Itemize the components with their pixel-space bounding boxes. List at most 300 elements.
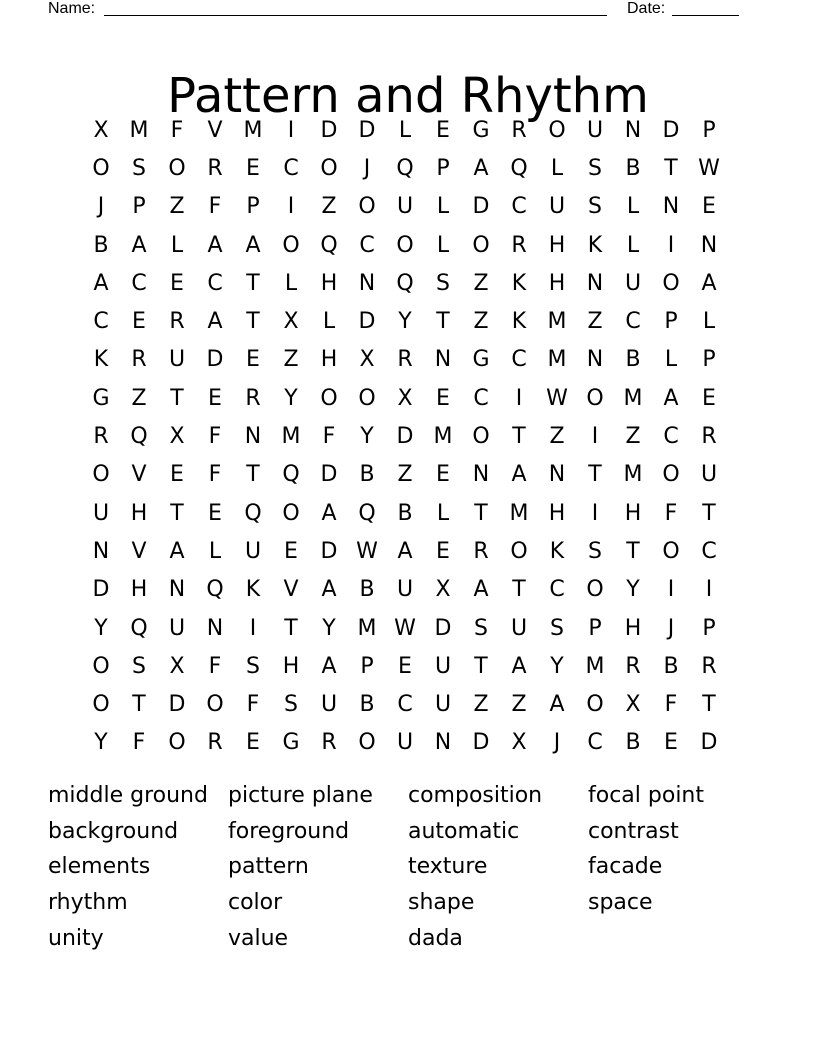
grid-letter: B [625, 155, 641, 181]
grid-letter: E [284, 538, 298, 564]
grid-letter: C [283, 155, 299, 181]
grid-letter: C [511, 194, 527, 220]
grid-letter: P [360, 653, 374, 679]
grid-letter: N [358, 270, 376, 296]
grid-letter: H [624, 500, 642, 526]
grid-letter: W [394, 615, 416, 641]
grid-letter: H [130, 577, 148, 603]
grid-letter: Z [625, 424, 641, 450]
grid-letter: Y [322, 615, 336, 641]
word-list-item: facade [588, 854, 663, 880]
grid-letter: C [207, 270, 223, 296]
grid-letter: Y [398, 309, 412, 335]
grid-letter: C [663, 424, 679, 450]
grid-letter: U [168, 347, 186, 373]
grid-letter: B [359, 692, 375, 718]
grid-letter: O [586, 692, 604, 718]
grid-letter: K [587, 232, 603, 258]
grid-letter: S [284, 692, 298, 718]
grid-letter: V [207, 117, 223, 143]
grid-letter: A [473, 577, 489, 603]
worksheet-header [48, 0, 748, 20]
grid-letter: V [131, 462, 147, 488]
grid-letter: F [208, 653, 222, 679]
grid-letter: J [553, 730, 561, 756]
grid-letter: K [511, 309, 527, 335]
grid-letter: Q [510, 155, 528, 181]
grid-letter: C [131, 270, 147, 296]
grid-letter: J [667, 615, 675, 641]
grid-letter: F [208, 194, 222, 220]
word-list-item: unity [48, 925, 104, 951]
grid-letter: O [510, 538, 528, 564]
grid-letter: A [397, 538, 413, 564]
grid-letter: T [474, 500, 488, 526]
grid-letter: A [473, 155, 489, 181]
grid-letter: O [92, 462, 110, 488]
grid-letter: O [548, 117, 566, 143]
grid-letter: R [473, 538, 489, 564]
grid-letter: W [698, 155, 720, 181]
word-list-item: texture [408, 854, 488, 880]
grid-letter: O [662, 462, 680, 488]
grid-letter: O [662, 270, 680, 296]
grid-letter: G [282, 730, 300, 756]
grid-letter: B [93, 232, 109, 258]
grid-letter: A [701, 270, 717, 296]
grid-letter: E [436, 538, 450, 564]
grid-letter: K [93, 347, 109, 373]
grid-letter: U [396, 577, 414, 603]
grid-letter: C [701, 538, 717, 564]
grid-letter: N [624, 117, 642, 143]
grid-letter: O [358, 194, 376, 220]
grid-letter: O [586, 385, 604, 411]
grid-letter: S [588, 538, 602, 564]
grid-letter: E [246, 730, 260, 756]
word-list-item: contrast [588, 818, 679, 844]
grid-letter: Y [550, 653, 564, 679]
grid-letter: Y [284, 385, 298, 411]
grid-letter: X [169, 424, 185, 450]
grid-letter: P [702, 615, 716, 641]
grid-letter: J [363, 155, 371, 181]
grid-letter: T [512, 577, 526, 603]
word-list-item: space [588, 890, 653, 916]
grid-letter: U [510, 615, 528, 641]
grid-letter: L [208, 538, 222, 564]
grid-letter: L [170, 232, 184, 258]
grid-letter: Z [397, 462, 413, 488]
grid-letter: E [702, 385, 716, 411]
grid-letter: B [663, 653, 679, 679]
grid-letter: R [701, 653, 717, 679]
grid-letter: K [511, 270, 527, 296]
grid-letter: C [625, 309, 641, 335]
grid-letter: P [246, 194, 260, 220]
grid-letter: E [246, 155, 260, 181]
grid-letter: I [591, 424, 599, 450]
grid-letter: I [705, 577, 713, 603]
grid-letter: B [625, 730, 641, 756]
grid-letter: U [168, 615, 186, 641]
grid-letter: P [436, 155, 450, 181]
grid-letter: U [92, 500, 110, 526]
grid-letter: T [246, 270, 260, 296]
grid-letter: D [662, 117, 680, 143]
word-list-item: color [228, 890, 283, 916]
grid-letter: H [320, 347, 338, 373]
grid-letter: O [92, 155, 110, 181]
grid-letter: H [130, 500, 148, 526]
word-list-item: value [228, 925, 289, 951]
grid-letter: S [132, 653, 146, 679]
grid-letter: O [662, 538, 680, 564]
grid-letter: S [588, 194, 602, 220]
grid-letter: S [436, 270, 450, 296]
grid-letter: H [282, 653, 300, 679]
grid-letter: E [132, 309, 146, 335]
grid-letter: O [472, 424, 490, 450]
grid-letter: X [435, 577, 451, 603]
grid-letter: N [472, 462, 490, 488]
grid-letter: C [359, 232, 375, 258]
grid-letter: U [320, 692, 338, 718]
grid-letter: E [436, 385, 450, 411]
grid-letter: T [170, 500, 184, 526]
grid-letter: B [397, 500, 413, 526]
word-list-item: elements [48, 854, 151, 880]
grid-letter: Z [169, 194, 185, 220]
grid-letter: W [356, 538, 378, 564]
grid-letter: F [664, 500, 678, 526]
grid-letter: B [359, 462, 375, 488]
grid-letter: R [625, 653, 641, 679]
grid-letter: L [322, 309, 336, 335]
grid-letter: U [586, 117, 604, 143]
grid-letter: I [667, 577, 675, 603]
grid-letter: N [586, 347, 604, 373]
grid-letter: R [207, 155, 223, 181]
grid-letter: V [131, 538, 147, 564]
grid-letter: K [245, 577, 261, 603]
word-list-item: pattern [228, 854, 309, 880]
grid-letter: Q [358, 500, 376, 526]
grid-letter: M [509, 500, 529, 526]
grid-letter: C [587, 730, 603, 756]
grid-letter: O [320, 385, 338, 411]
grid-letter: L [664, 347, 678, 373]
word-list [48, 778, 768, 956]
grid-letter: Z [283, 347, 299, 373]
grid-letter: D [320, 462, 338, 488]
grid-letter: L [550, 155, 564, 181]
grid-letter: R [701, 424, 717, 450]
grid-letter: D [472, 194, 490, 220]
grid-letter: F [246, 692, 260, 718]
grid-letter: I [667, 232, 675, 258]
grid-letter: M [281, 424, 301, 450]
grid-letter: F [208, 462, 222, 488]
grid-letter: Y [360, 424, 374, 450]
grid-letter: P [702, 347, 716, 373]
grid-letter: O [168, 730, 186, 756]
grid-letter: U [396, 730, 414, 756]
grid-letter: Z [473, 270, 489, 296]
grid-letter: M [433, 424, 453, 450]
grid-letter: H [548, 270, 566, 296]
grid-letter: N [206, 615, 224, 641]
date-blank-line [672, 15, 739, 16]
grid-letter: R [245, 385, 261, 411]
grid-letter: I [515, 385, 523, 411]
grid-letter: M [547, 309, 567, 335]
grid-letter: N [434, 347, 452, 373]
grid-letter: Q [206, 577, 224, 603]
grid-letter: T [588, 462, 602, 488]
grid-letter: H [548, 232, 566, 258]
grid-letter: E [170, 462, 184, 488]
grid-letter: R [207, 730, 223, 756]
grid-letter: Q [396, 270, 414, 296]
grid-letter: I [591, 500, 599, 526]
grid-letter: S [246, 653, 260, 679]
grid-letter: N [244, 424, 262, 450]
grid-letter: U [396, 194, 414, 220]
grid-letter: N [548, 462, 566, 488]
grid-letter: O [92, 653, 110, 679]
grid-letter: M [623, 462, 643, 488]
grid-letter: M [129, 117, 149, 143]
grid-letter: R [93, 424, 109, 450]
grid-letter: B [625, 347, 641, 373]
word-list-item: composition [408, 783, 543, 808]
grid-letter: Z [473, 692, 489, 718]
grid-letter: U [434, 692, 452, 718]
word-list-item: dada [408, 925, 463, 951]
grid-letter: Y [626, 577, 640, 603]
grid-letter: Q [130, 615, 148, 641]
grid-letter: M [547, 347, 567, 373]
grid-letter: O [396, 232, 414, 258]
grid-letter: T [512, 424, 526, 450]
grid-letter: A [131, 232, 147, 258]
grid-letter: C [93, 309, 109, 335]
grid-letter: X [93, 117, 109, 143]
grid-letter: U [624, 270, 642, 296]
grid-letter: F [132, 730, 146, 756]
grid-letter: A [321, 653, 337, 679]
grid-letter: S [474, 615, 488, 641]
grid-letter: E [246, 347, 260, 373]
grid-letter: Z [321, 194, 337, 220]
name-label: Name: [48, 0, 96, 17]
word-list-item: foreground [228, 818, 350, 844]
grid-letter: Y [94, 730, 108, 756]
grid-letter: N [92, 538, 110, 564]
grid-letter: F [322, 424, 336, 450]
grid-letter: M [243, 117, 263, 143]
grid-letter: O [92, 692, 110, 718]
grid-letter: C [511, 347, 527, 373]
grid-letter: A [321, 577, 337, 603]
grid-letter: Q [282, 462, 300, 488]
grid-letter: O [168, 155, 186, 181]
grid-letter: N [434, 730, 452, 756]
grid-letter: G [92, 385, 110, 411]
grid-letter: Z [587, 309, 603, 335]
grid-letter: X [625, 692, 641, 718]
grid-letter: E [436, 117, 450, 143]
grid-letter: O [320, 155, 338, 181]
grid-letter: A [663, 385, 679, 411]
grid-letter: L [702, 309, 716, 335]
grid-letter: S [550, 615, 564, 641]
grid-letter: N [662, 194, 680, 220]
grid-letter: C [473, 385, 489, 411]
grid-letter: A [245, 232, 261, 258]
grid-letter: M [357, 615, 377, 641]
grid-letter: U [434, 653, 452, 679]
grid-letter: T [474, 653, 488, 679]
grid-letter: E [208, 500, 222, 526]
word-list-item: automatic [408, 818, 520, 844]
grid-letter: X [511, 730, 527, 756]
grid-letter: A [511, 462, 527, 488]
grid-letter: T [626, 538, 640, 564]
grid-letter: D [320, 117, 338, 143]
grid-letter: F [170, 117, 184, 143]
grid-letter: R [397, 347, 413, 373]
grid-letter: E [702, 194, 716, 220]
grid-letter: I [287, 117, 295, 143]
grid-letter: E [170, 270, 184, 296]
grid-letter: F [208, 424, 222, 450]
grid-letter: O [358, 730, 376, 756]
grid-letter: R [511, 117, 527, 143]
grid-letter: X [169, 653, 185, 679]
grid-letter: Z [549, 424, 565, 450]
word-list-item: middle ground [48, 783, 208, 808]
grid-letter: X [283, 309, 299, 335]
grid-letter: Q [130, 424, 148, 450]
grid-letter: N [586, 270, 604, 296]
grid-letter: R [321, 730, 337, 756]
grid-letter: A [511, 653, 527, 679]
grid-letter: K [549, 538, 565, 564]
grid-letter: R [511, 232, 527, 258]
grid-letter: L [284, 270, 298, 296]
grid-letter: I [287, 194, 295, 220]
grid-letter: A [321, 500, 337, 526]
grid-letter: D [168, 692, 186, 718]
grid-letter: O [358, 385, 376, 411]
grid-letter: G [472, 117, 490, 143]
grid-letter: M [623, 385, 643, 411]
grid-letter: T [284, 615, 298, 641]
grid-letter: O [282, 500, 300, 526]
grid-letter: I [249, 615, 257, 641]
grid-letter: E [398, 653, 412, 679]
grid-letter: L [398, 117, 412, 143]
grid-letter: D [358, 309, 376, 335]
grid-letter: Y [94, 615, 108, 641]
grid-letter: W [546, 385, 568, 411]
date-label: Date: [627, 0, 666, 17]
grid-letter: C [397, 692, 413, 718]
grid-letter: G [472, 347, 490, 373]
grid-letter: O [472, 232, 490, 258]
grid-letter: Z [511, 692, 527, 718]
grid-letter: D [92, 577, 110, 603]
grid-letter: X [359, 347, 375, 373]
grid-letter: B [359, 577, 375, 603]
grid-letter: T [664, 155, 678, 181]
grid-letter: T [132, 692, 146, 718]
grid-letter: T [246, 462, 260, 488]
grid-letter: U [244, 538, 262, 564]
grid-letter: D [320, 538, 338, 564]
grid-letter: E [664, 730, 678, 756]
grid-letter: Z [473, 309, 489, 335]
word-list-item: background [48, 818, 179, 844]
grid-letter: L [436, 232, 450, 258]
grid-letter: T [170, 385, 184, 411]
grid-letter: P [702, 117, 716, 143]
grid-letter: X [397, 385, 413, 411]
grid-letter: A [207, 309, 223, 335]
grid-letter: T [702, 692, 716, 718]
grid-letter: D [434, 615, 452, 641]
grid-letter: S [588, 155, 602, 181]
grid-letter: T [436, 309, 450, 335]
grid-letter: S [132, 155, 146, 181]
grid-letter: U [548, 194, 566, 220]
grid-letter: P [132, 194, 146, 220]
grid-letter: N [168, 577, 186, 603]
grid-letter: Q [320, 232, 338, 258]
grid-letter: U [700, 462, 718, 488]
grid-letter: P [588, 615, 602, 641]
grid-letter: F [664, 692, 678, 718]
grid-letter: N [700, 232, 718, 258]
grid-letter: E [436, 462, 450, 488]
word-list-item: picture plane [228, 783, 373, 808]
word-list-item: shape [408, 890, 475, 916]
letter-grid [82, 111, 728, 762]
name-blank-line [104, 15, 607, 16]
grid-letter: H [320, 270, 338, 296]
word-list-item: rhythm [48, 890, 128, 916]
page-title: Pattern and Rhythm [167, 68, 649, 125]
grid-letter: D [206, 347, 224, 373]
grid-letter: L [626, 232, 640, 258]
grid-letter: A [93, 270, 109, 296]
grid-letter: V [283, 577, 299, 603]
grid-letter: T [246, 309, 260, 335]
grid-letter: Q [396, 155, 414, 181]
grid-letter: L [436, 500, 450, 526]
grid-letter: D [700, 730, 718, 756]
grid-letter: R [169, 309, 185, 335]
grid-letter: J [97, 194, 105, 220]
grid-letter: Z [131, 385, 147, 411]
grid-letter: D [396, 424, 414, 450]
grid-letter: L [626, 194, 640, 220]
grid-letter: T [702, 500, 716, 526]
grid-letter: O [206, 692, 224, 718]
grid-letter: A [169, 538, 185, 564]
